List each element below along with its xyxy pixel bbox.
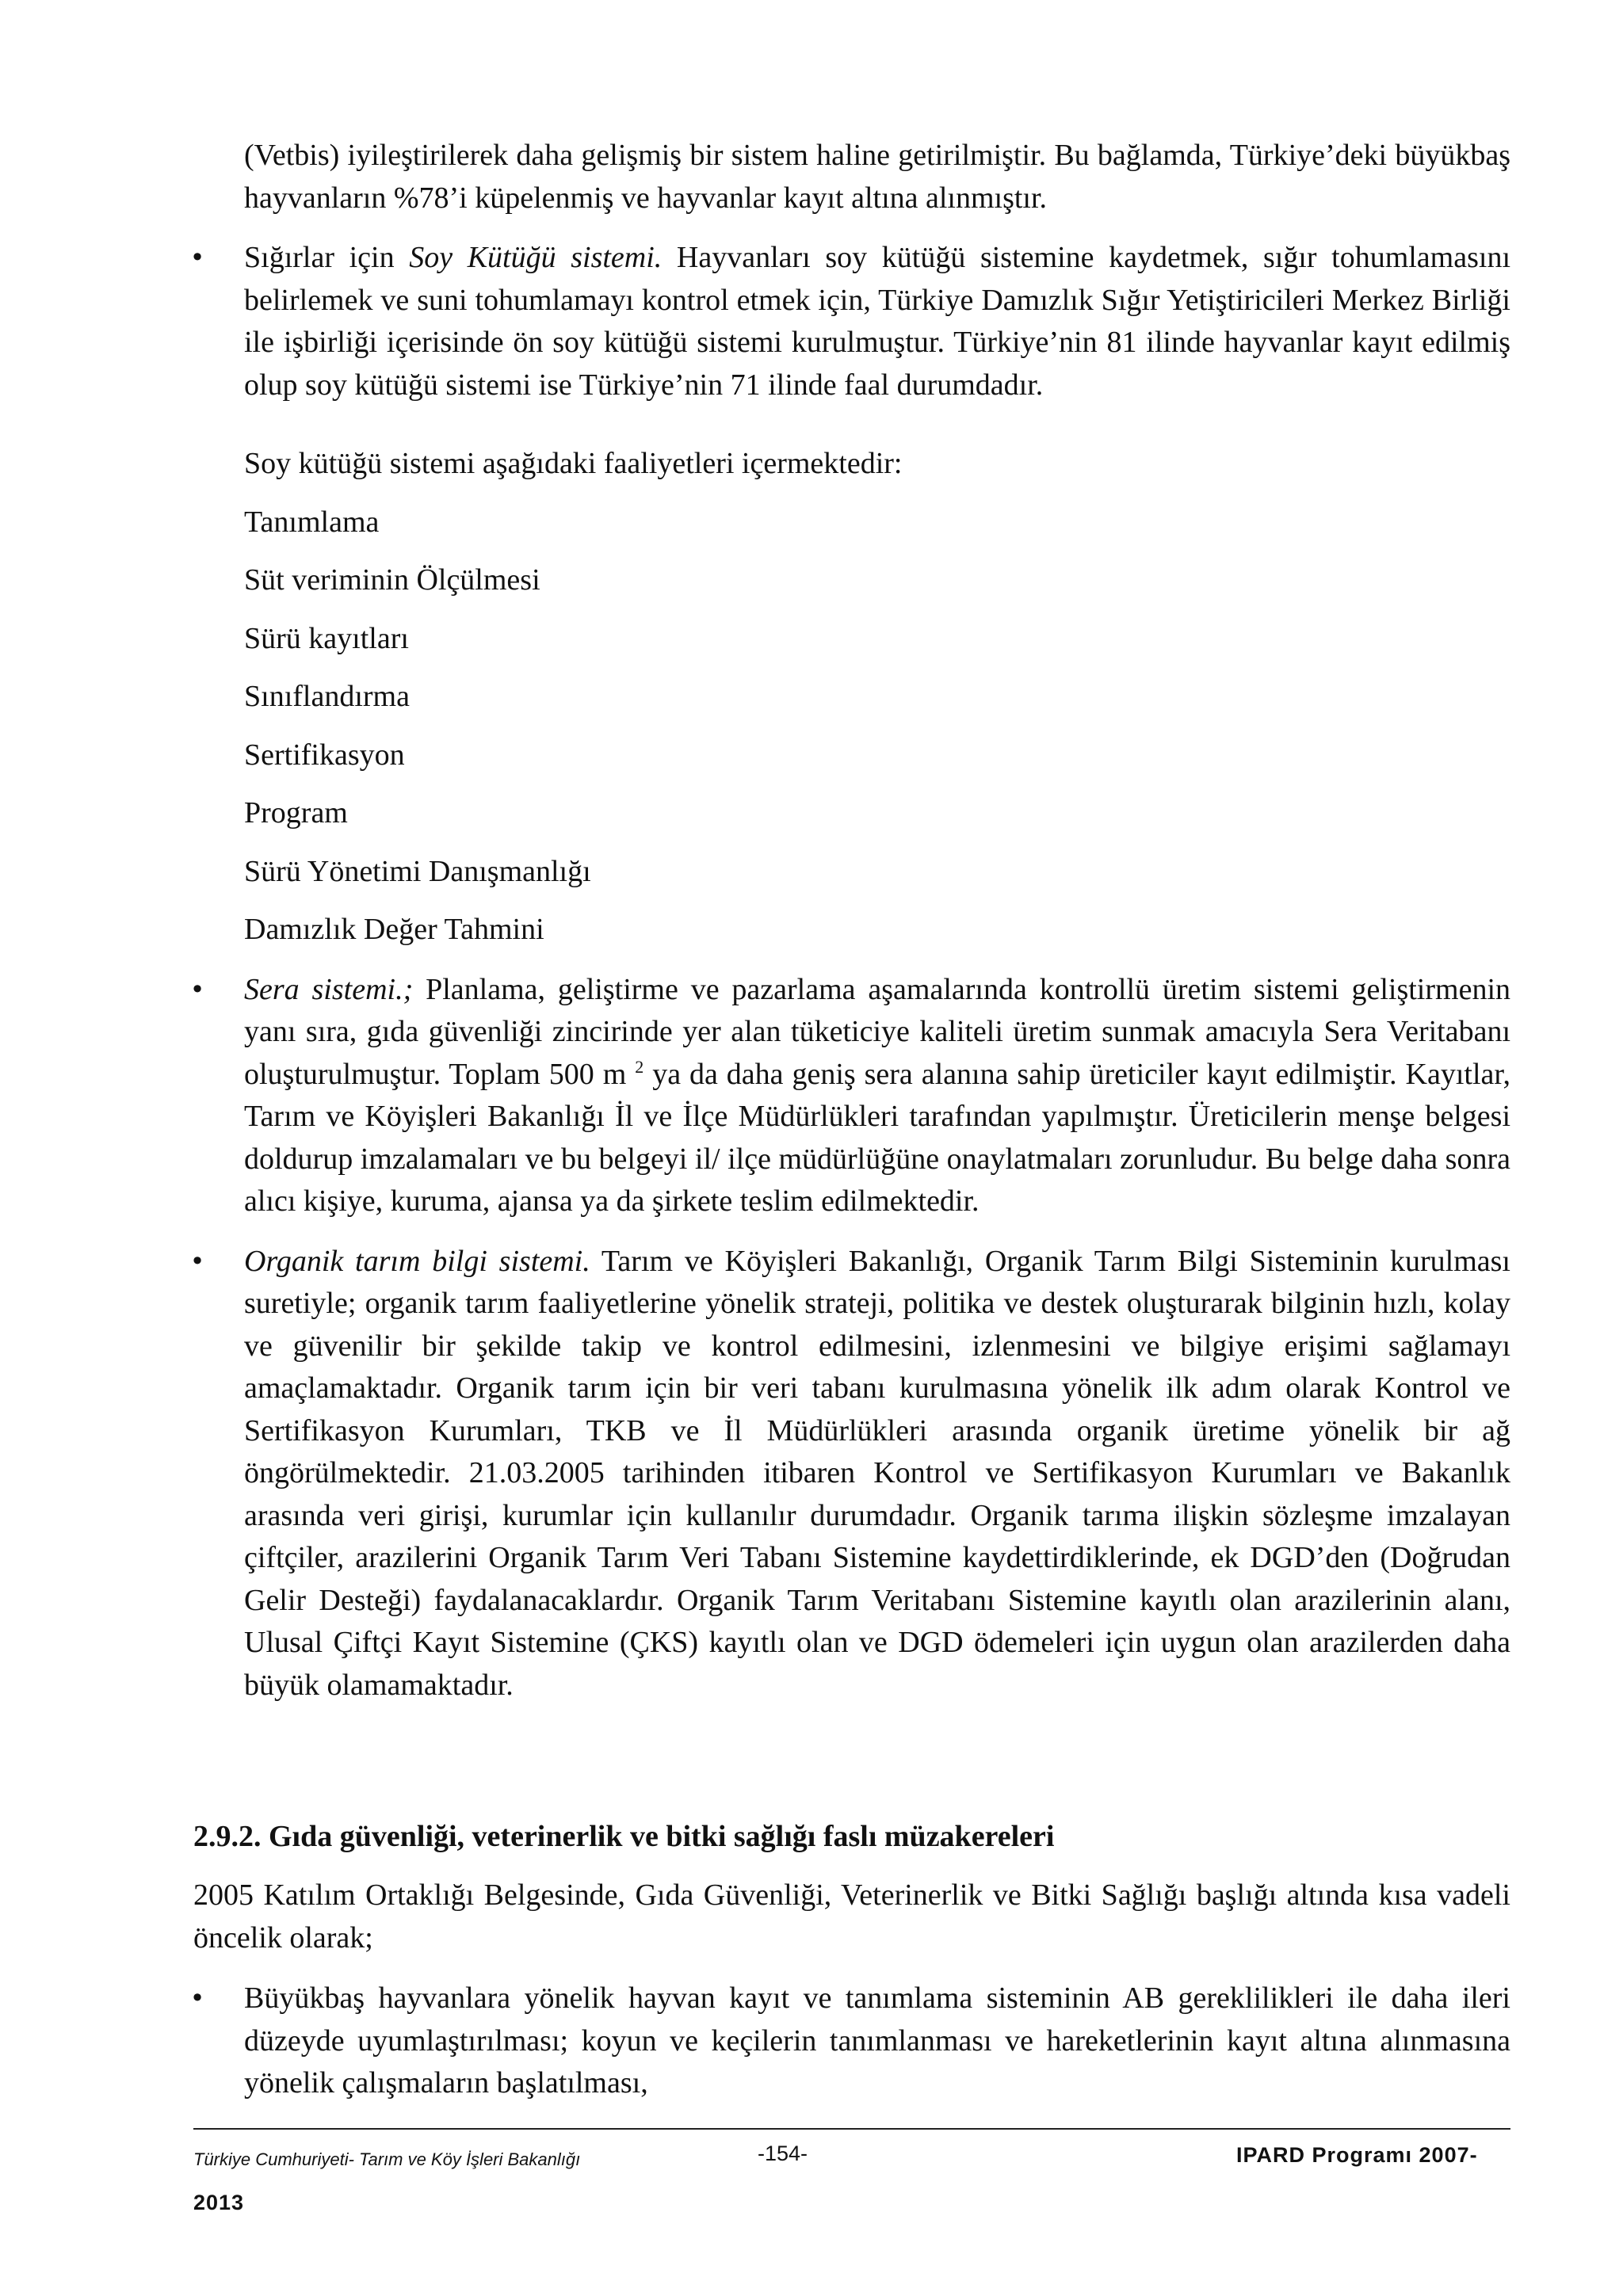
sera-text-2: ya da daha geniş sera alanına sahip üreticiler kayıt edilmiştir. Kayıtlar, Tarım ve Köyişleri Bakanlığı İl ve İlçe Müdürlükleri tarafından yapılmıştır. Üreticilerin menşe belgesi doldurup imzalamaları ve bu belgeyi il/ ilçe müdürlüğüne onaylatmaları zorunludur. Bu belge daha sonra alıcı kişiye, kuruma, ajansa ya da şirkete teslim edilmektedir. <box>244 1057 1510 1218</box>
section-bullets <box>189 1978 1510 2105</box>
section-bullet-item <box>189 1978 1510 2105</box>
activity-item: Sertifikasyon <box>244 738 405 772</box>
bullet-sera-sistemi <box>189 969 1511 1223</box>
sera-title: Sera sistemi.; <box>244 972 414 1006</box>
bullet-dot-icon: • <box>189 1983 205 2013</box>
footer-divider <box>193 2128 1510 2130</box>
organik-title: Organik tarım bilgi sistemi. <box>244 1244 590 1278</box>
footer-program-title: IPARD Programı 2007- <box>1236 2143 1478 2167</box>
activity-item: Süt veriminin Ölçülmesi <box>244 563 540 597</box>
section-heading: 2.9.2. Gıda güvenliği, veterinerlik ve bitki sağlığı faslı müzakereleri <box>193 1820 1055 1853</box>
sera-superscript: 2 <box>635 1056 644 1077</box>
bullet-dot-icon: • <box>189 242 205 273</box>
soy-prefix: Sığırlar için <box>244 241 395 274</box>
section-bullet-text: Büyükbaş hayvanlara yönelik hayvan kayıt ve tanımlama sisteminin AB gereklilikleri ile daha ileri düzeyde uyumlaştırılması; koyun ve keçilerin tanımlanması ve hareketlerinin kayıt altına alınmasına yönelik çalışmaların başlatılması, <box>244 1981 1510 2100</box>
sera-text-1: Planlama, geliştirme ve pazarlama aşamalarında kontrollü üretim sistemi geliştirmenin yanı sıra, gıda güvenliği zincirinde yer alan tüketiciye kaliteli üretim sunmak amacıyla Sera Veritabanı oluşturulmuştur. Toplam 500 m <box>244 972 1511 1091</box>
activity-item: Damızlık Değer Tahmini <box>244 913 544 946</box>
activity-item: Program <box>244 796 348 830</box>
activities-intro: Soy kütüğü sistemi aşağıdaki faaliyetleri içermektedir: <box>244 447 903 480</box>
bullet-soy-kutugu <box>189 237 1510 406</box>
footer-page-number: -154- <box>758 2142 808 2165</box>
activities-list <box>244 502 1510 952</box>
soy-title: Soy Kütüğü sistemi. <box>409 241 663 274</box>
activity-item: Sürü Yönetimi Danışmanlığı <box>244 854 591 888</box>
organik-text: Tarım ve Köyişleri Bakanlığı, Organik Tarım Bilgi Sisteminin kurulması suretiyle; organik tarım faaliyetlerine yönelik strateji, politika ve destek oluşturarak bilginin hızlı, kolay ve güvenilir bir şekilde takip ve kontrol edilmesini, izlenmesini ve bilgiye erişimi sağlamayı amaçlamaktadır. Organik tarım için bir veri tabanı kurulmasına yönelik ilk adım olarak Kontrol ve Sertifikasyon Kurumları, TKB ve İl Müdürlükleri arasında organik üretime yönelik bir ağ öngörülmektedir. 21.03.2005 tarihinden itibaren Kontrol ve Sertifikasyon Kurumları ve Bakanlık arasında veri girişi, kurumlar için kullanılır durumdadır. Organik tarıma ilişkin sözleşme imzalayan çiftçiler, arazilerini Organik Tarım Veri Tabanı Sistemine kaydettirdiklerinde, ek DGD’den (Doğrudan Gelir Desteği) faydalanacaklardır. Organik Tarım Veritabanı Sistemine kayıtlı olan arazilerinin alanı, Ulusal Çiftçi Kayıt Sistemine (ÇKS) kayıtlı olan ve DGD ödemeleri için uygun olan arazilerden daha büyük olamamaktadır. <box>244 1244 1510 1702</box>
footer-ministry: Türkiye Cumhuriyeti- Tarım ve Köy İşleri Bakanlığı <box>193 2149 581 2169</box>
activity-item: Sürü kayıtları <box>244 621 409 655</box>
activity-item: Sınıflandırma <box>244 680 410 713</box>
bullet-dot-icon: • <box>189 1245 205 1276</box>
section-paragraph: 2005 Katılım Ortaklığı Belgesinde, Gıda Güvenliği, Veterinerlik ve Bitki Sağlığı başlığı altında kısa vadeli öncelik olarak; <box>193 1878 1510 1955</box>
bullet-organik-tarim <box>189 1241 1510 1707</box>
main-content <box>189 135 1511 1707</box>
activity-item: Tanımlama <box>244 505 380 539</box>
bullet-dot-icon: • <box>189 974 205 1005</box>
soy-text: Hayvanları soy kütüğü sistemine kaydetmek, sığır tohumlamasını belirlemek ve suni tohumlamayı kontrol etmek için, Türkiye Damızlık Sığır Yetiştiricileri Merkez Birliği ile işbirliği içerisinde ön soy kütüğü sistemi kurulmuştur. Türkiye’nin 81 ilinde hayvanlar kayıt edilmiş olup soy kütüğü sistemi ise Türkiye’nin 71 ilinde faal durumdadır. <box>244 241 1510 402</box>
footer-program-year: 2013 <box>193 2191 245 2214</box>
intro-continuation: (Vetbis) iyileştirilerek daha gelişmiş bir sistem haline getirilmiştir. Bu bağlamda, Türkiye’deki büyükbaş hayvanların %78’i küpelenmiş ve hayvanlar kayıt altına alınmıştır. <box>244 139 1510 215</box>
